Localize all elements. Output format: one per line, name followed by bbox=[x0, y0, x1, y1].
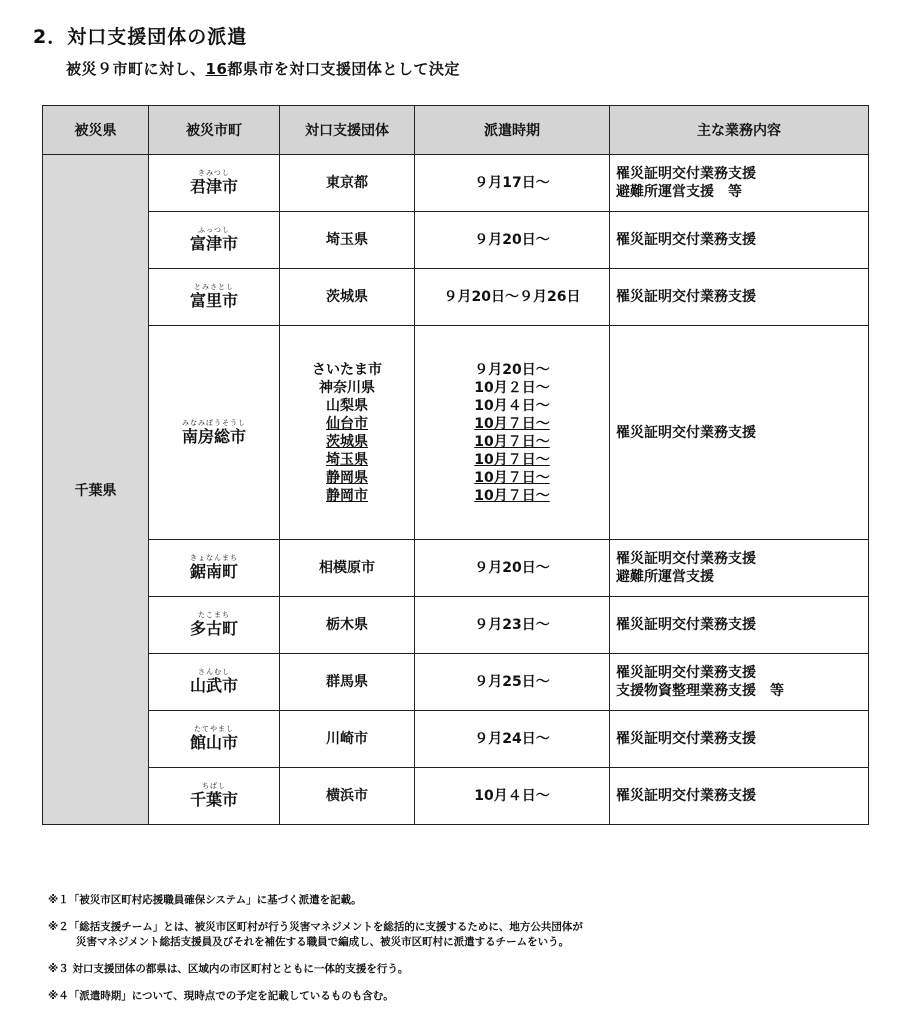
main-tasks-cell bbox=[610, 212, 869, 269]
municipality-name: 館山市 bbox=[189, 733, 238, 752]
support-org-name: 埼玉県 bbox=[326, 451, 368, 468]
support-org-cell bbox=[280, 212, 415, 269]
main-tasks-cell bbox=[610, 269, 869, 326]
task-item: 罹災証明交付業務支援 bbox=[616, 665, 756, 681]
municipality-cell bbox=[149, 212, 280, 269]
task-item: 避難所運営支援 bbox=[616, 569, 714, 585]
dispatch-period-cell bbox=[415, 212, 610, 269]
table-row bbox=[43, 768, 869, 825]
support-org-cell bbox=[280, 326, 415, 540]
main-tasks-cell bbox=[610, 654, 869, 711]
dispatch-period: 10月２日～ bbox=[474, 379, 550, 396]
dispatch-period-list bbox=[415, 787, 609, 805]
dispatch-period: ９月20日～ bbox=[474, 560, 550, 576]
table-row bbox=[43, 326, 869, 540]
footnote-line: ※４「派遣時期」について、現時点での予定を記載しているものも含む。 bbox=[48, 990, 394, 1002]
task-item: 罹災証明交付業務支援 bbox=[616, 731, 756, 747]
support-org-name: 栃木県 bbox=[326, 617, 368, 633]
support-org-name: 横浜市 bbox=[326, 788, 368, 804]
dispatch-period-list bbox=[415, 673, 609, 691]
dispatch-period: ９月20日～ bbox=[474, 361, 550, 378]
support-org-list bbox=[280, 730, 414, 748]
municipality-label bbox=[190, 227, 238, 252]
municipality-name: 富津市 bbox=[189, 234, 238, 253]
table-body bbox=[43, 155, 869, 825]
municipality-name: 南房総市 bbox=[181, 426, 246, 446]
table-row bbox=[43, 711, 869, 768]
support-org-name: 群馬県 bbox=[326, 674, 368, 690]
table-row bbox=[43, 540, 869, 597]
dispatch-table bbox=[42, 105, 869, 825]
support-org-cell bbox=[280, 540, 415, 597]
support-org-list bbox=[280, 787, 414, 805]
municipality-ruby: きみつし bbox=[198, 169, 230, 177]
dispatch-period-cell bbox=[415, 269, 610, 326]
support-org-cell bbox=[280, 155, 415, 212]
main-tasks-cell bbox=[610, 768, 869, 825]
support-org-name: 茨城県 bbox=[326, 289, 368, 305]
task-item: 支援物資整理業務支援 等 bbox=[616, 683, 784, 699]
support-org-list bbox=[280, 231, 414, 249]
task-item: 罹災証明交付業務支援 bbox=[616, 788, 756, 804]
support-org-name: 静岡市 bbox=[326, 487, 368, 504]
municipality-ruby: きょなんまち bbox=[189, 554, 238, 562]
support-org-name: 神奈川県 bbox=[319, 379, 375, 396]
support-org-name: 山梨県 bbox=[326, 397, 368, 414]
task-item: 避難所運営支援 等 bbox=[616, 184, 742, 200]
municipality-cell bbox=[149, 597, 280, 654]
municipality-label bbox=[190, 783, 238, 808]
section-subheading bbox=[66, 58, 460, 79]
support-org-list bbox=[280, 174, 414, 192]
footnote bbox=[48, 920, 868, 950]
table-row bbox=[43, 654, 869, 711]
footnote bbox=[48, 962, 868, 977]
dispatch-period-cell bbox=[415, 711, 610, 768]
subheading-count: 16 bbox=[205, 60, 228, 78]
dispatch-period-list bbox=[415, 288, 609, 306]
dispatch-period-list bbox=[415, 174, 609, 192]
table-row bbox=[43, 212, 869, 269]
task-item: 罹災証明交付業務支援 bbox=[616, 289, 756, 305]
municipality-name: 鋸南町 bbox=[189, 562, 238, 581]
dispatch-period-list bbox=[415, 559, 609, 577]
municipality-cell bbox=[149, 326, 280, 540]
municipality-cell bbox=[149, 155, 280, 212]
support-org-name: 茨城県 bbox=[326, 433, 368, 450]
municipality-name: 山武市 bbox=[189, 676, 238, 695]
municipality-ruby: たこまち bbox=[197, 611, 230, 619]
header-dispatch-period: 派遣時期 bbox=[415, 106, 610, 155]
support-org-name: 東京都 bbox=[326, 175, 368, 191]
support-org-cell bbox=[280, 269, 415, 326]
municipality-label bbox=[190, 669, 238, 694]
dispatch-period-cell bbox=[415, 597, 610, 654]
municipality-name: 君津市 bbox=[189, 177, 238, 196]
dispatch-period-cell bbox=[415, 768, 610, 825]
municipality-label bbox=[190, 170, 238, 195]
support-org-cell bbox=[280, 711, 415, 768]
header-municipality: 被災市町 bbox=[149, 106, 280, 155]
dispatch-period: 10月７日～ bbox=[474, 415, 550, 432]
prefecture-cell: 千葉県 bbox=[43, 155, 149, 825]
footnote bbox=[48, 989, 868, 1004]
municipality-cell bbox=[149, 269, 280, 326]
support-org-list bbox=[280, 288, 414, 306]
main-tasks-cell bbox=[610, 540, 869, 597]
dispatch-period: ９月25日～ bbox=[474, 674, 550, 690]
dispatch-period-cell bbox=[415, 654, 610, 711]
dispatch-period-cell bbox=[415, 326, 610, 540]
municipality-cell bbox=[149, 711, 280, 768]
municipality-label bbox=[190, 555, 238, 580]
dispatch-period-cell bbox=[415, 155, 610, 212]
municipality-cell bbox=[149, 540, 280, 597]
dispatch-period: ９月17日～ bbox=[474, 175, 550, 191]
dispatch-period: 10月４日～ bbox=[474, 788, 550, 804]
dispatch-period: 10月７日～ bbox=[474, 451, 550, 468]
task-item: 罹災証明交付業務支援 bbox=[616, 232, 756, 248]
dispatch-period: 10月７日～ bbox=[474, 487, 550, 504]
municipality-name: 千葉市 bbox=[189, 790, 238, 809]
support-org-name: 相模原市 bbox=[319, 560, 375, 576]
main-tasks-cell bbox=[610, 711, 869, 768]
support-org-cell bbox=[280, 597, 415, 654]
support-org-list bbox=[280, 361, 414, 505]
dispatch-period-list bbox=[415, 361, 609, 505]
municipality-label bbox=[182, 420, 246, 445]
support-org-cell bbox=[280, 654, 415, 711]
municipality-ruby: みなみぼうそうし bbox=[181, 418, 246, 427]
support-org-list bbox=[280, 616, 414, 634]
main-tasks-cell bbox=[610, 155, 869, 212]
table-row bbox=[43, 269, 869, 326]
dispatch-period-cell bbox=[415, 540, 610, 597]
footnote-line: ※３ 対口支援団体の都県は、区域内の市区町村とともに一体的支援を行う。 bbox=[48, 963, 409, 975]
municipality-label bbox=[190, 284, 238, 309]
dispatch-period: ９月20日～９月26日 bbox=[443, 289, 581, 305]
header-prefecture: 被災県 bbox=[43, 106, 149, 155]
support-org-cell bbox=[280, 768, 415, 825]
municipality-ruby: ふっつし bbox=[197, 226, 230, 234]
footnote-line: ※２「総括支援チーム」とは、被災市区町村が行う災害マネジメントを総括的に支援するために、地方公共団体が bbox=[48, 921, 583, 933]
support-org-list bbox=[280, 673, 414, 691]
subheading-text-after: 都県市を対口支援団体として決定 bbox=[227, 60, 460, 78]
task-item: 罹災証明交付業務支援 bbox=[616, 551, 756, 567]
municipality-cell bbox=[149, 768, 280, 825]
section-heading: 2．対口支援団体の派遣 bbox=[33, 26, 248, 48]
support-org-name: 静岡県 bbox=[326, 469, 368, 486]
dispatch-period-list bbox=[415, 730, 609, 748]
municipality-ruby: たてやまし bbox=[193, 725, 234, 733]
dispatch-period: 10月７日～ bbox=[474, 469, 550, 486]
support-org-name: 川崎市 bbox=[326, 731, 368, 747]
table-row bbox=[43, 597, 869, 654]
municipality-label bbox=[190, 612, 238, 637]
municipality-label bbox=[190, 726, 238, 751]
subheading-text-before: 被災９市町に対し、 bbox=[66, 60, 206, 78]
dispatch-period: ９月24日～ bbox=[474, 731, 550, 747]
task-item: 罹災証明交付業務支援 bbox=[616, 617, 756, 633]
dispatch-period: 10月４日～ bbox=[474, 397, 550, 414]
municipality-ruby: とみさとし bbox=[193, 283, 234, 291]
main-tasks-cell bbox=[610, 326, 869, 540]
task-item: 罹災証明交付業務支援 bbox=[616, 166, 756, 182]
footnote-line: 災害マネジメント総括支援員及びそれを補佐する職員で編成し、被災市区町村に派遣するチームをいう。 bbox=[76, 936, 570, 948]
dispatch-period: 10月７日～ bbox=[474, 433, 550, 450]
support-org-name: 仙台市 bbox=[326, 415, 368, 432]
footnote-line: ※１「被災市区町村応援職員確保システム」に基づく派遣を記載。 bbox=[48, 894, 362, 906]
municipality-name: 富里市 bbox=[189, 291, 238, 310]
support-org-name: さいたま市 bbox=[312, 361, 382, 378]
dispatch-period-list bbox=[415, 231, 609, 249]
municipality-ruby: ちばし bbox=[201, 782, 226, 790]
header-main-tasks: 主な業務内容 bbox=[610, 106, 869, 155]
task-item: 罹災証明交付業務支援 bbox=[616, 424, 756, 441]
support-org-list bbox=[280, 559, 414, 577]
municipality-name: 多古町 bbox=[189, 619, 238, 638]
dispatch-period: ９月23日～ bbox=[474, 617, 550, 633]
municipality-ruby: さんむし bbox=[197, 668, 230, 676]
dispatch-period-list bbox=[415, 616, 609, 634]
header-support-org: 対口支援団体 bbox=[280, 106, 415, 155]
dispatch-period: ９月20日～ bbox=[474, 232, 550, 248]
main-tasks-cell bbox=[610, 597, 869, 654]
municipality-cell bbox=[149, 654, 280, 711]
footnotes bbox=[48, 893, 868, 1016]
support-org-name: 埼玉県 bbox=[326, 232, 368, 248]
table-header-row bbox=[43, 106, 869, 155]
footnote bbox=[48, 893, 868, 908]
table-row bbox=[43, 155, 869, 212]
